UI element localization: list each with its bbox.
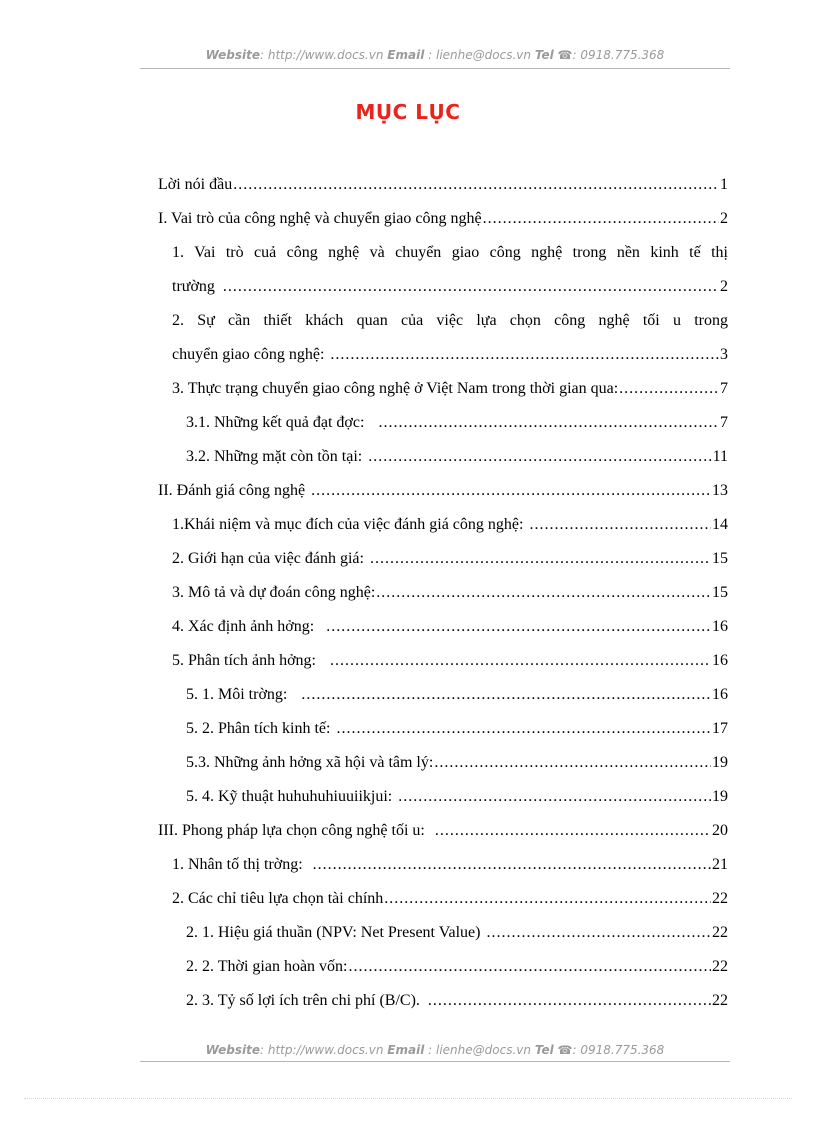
tel-label: Tel — [534, 1043, 554, 1057]
toc-leader — [376, 576, 711, 610]
page-header — [140, 48, 730, 62]
toc-entry[interactable] — [172, 542, 728, 576]
toc-entry-text: 5. Phân tích ảnh hởng: — [172, 652, 316, 669]
toc-entry-page: 3 — [720, 346, 728, 363]
toc-leader — [378, 406, 719, 440]
toc-entry-text: 5. 2. Phân tích kinh tế: — [186, 720, 331, 737]
toc-entry-page: 21 — [712, 856, 728, 873]
toc-entry[interactable] — [186, 678, 728, 712]
website-label: Website — [205, 1043, 260, 1057]
toc-entry-page: 7 — [720, 414, 728, 431]
footer-rule — [140, 1061, 730, 1062]
toc-entry-text: 3. Mô tả và dự đoán công nghệ: — [172, 584, 376, 601]
toc-leader — [336, 712, 711, 746]
toc-entry-page: 2 — [720, 278, 728, 295]
toc-leader — [368, 440, 711, 474]
toc-entry-text: II. Đánh giá công nghệ — [158, 482, 306, 499]
toc-entry[interactable] — [172, 304, 728, 338]
toc-entry[interactable] — [172, 270, 728, 304]
toc-entry[interactable] — [172, 338, 728, 372]
toc-entry-page: 7 — [720, 380, 728, 397]
toc-entry-page: 22 — [712, 890, 728, 907]
toc-leader — [434, 746, 711, 780]
toc-entry[interactable] — [158, 474, 728, 508]
toc-leader — [384, 882, 711, 916]
toc-entry-page: 15 — [712, 550, 728, 567]
toc-entry-page: 17 — [712, 720, 728, 737]
toc-leader — [619, 372, 719, 406]
toc-leader — [313, 848, 711, 882]
toc-entry[interactable] — [186, 780, 728, 814]
toc-entry-text: 3.1. Những kết quả đạt đợc: — [186, 414, 365, 431]
toc-leader — [330, 338, 719, 372]
toc-entry[interactable] — [172, 372, 728, 406]
toc-leader — [428, 984, 711, 1018]
toc-leader — [233, 168, 719, 202]
toc-leader — [348, 950, 711, 984]
toc-entry-page: 13 — [712, 482, 728, 499]
toc-entry-page: 19 — [712, 754, 728, 771]
toc-entry[interactable] — [172, 610, 728, 644]
tel-label: Tel — [534, 48, 554, 62]
toc-entry-page: 22 — [712, 924, 728, 941]
phone-icon: ☎ — [557, 1043, 573, 1057]
toc-leader — [435, 814, 711, 848]
page-title: MỤC LỤC — [355, 100, 461, 124]
toc-entry-text: 3.2. Những mặt còn tồn tại: — [186, 448, 363, 465]
toc-entry[interactable] — [172, 576, 728, 610]
toc-entry[interactable] — [186, 984, 728, 1018]
toc-entry[interactable] — [172, 236, 728, 270]
tel-value: : 0918.775.368 — [572, 48, 665, 62]
toc-leader — [301, 678, 711, 712]
toc-entry-page: 15 — [712, 584, 728, 601]
toc-entry[interactable] — [172, 508, 728, 542]
toc-entry[interactable] — [158, 202, 728, 236]
website-url[interactable]: : http://www.docs.vn — [260, 1043, 384, 1057]
toc-entry-text: 5. 4. Kỹ thuật huhuhuhiuuiikjui: — [186, 788, 393, 805]
toc-entry[interactable] — [172, 848, 728, 882]
toc-entry-text: 2. 3. Tỷ số lợi ích trên chi phí (B/C). — [186, 992, 420, 1009]
toc-entry-text: 1. Vai trò cuả công nghệ và chuyển giao công nghệ trong nền kinh tế thị — [172, 244, 728, 261]
toc-entry-page: 16 — [712, 652, 728, 669]
toc-entry-text: 1.Khái niệm và mục đích của việc đánh giá công nghệ: — [172, 516, 524, 533]
website-label: Website — [205, 48, 260, 62]
toc-entry[interactable] — [186, 712, 728, 746]
toc-entry[interactable] — [186, 746, 728, 780]
header-rule — [140, 68, 730, 69]
page-edge-dots — [24, 1098, 792, 1099]
toc-entry[interactable] — [172, 644, 728, 678]
toc-entry[interactable] — [172, 882, 728, 916]
page-footer — [140, 1043, 730, 1057]
toc-entry-page: 2 — [720, 210, 728, 227]
toc-leader — [326, 610, 711, 644]
toc-entry-text: 2. Giới hạn của việc đánh giá: — [172, 550, 364, 567]
toc-leader — [486, 916, 711, 950]
email-label: Email — [387, 1043, 425, 1057]
toc-entry-page: 22 — [712, 992, 728, 1009]
phone-icon: ☎ — [557, 48, 573, 62]
toc-leader — [330, 644, 711, 678]
email-label: Email — [387, 48, 425, 62]
toc-entry[interactable] — [186, 916, 728, 950]
toc-entry-page: 22 — [712, 958, 728, 975]
toc-entry[interactable] — [158, 814, 728, 848]
toc-entry-page: 20 — [712, 822, 728, 839]
toc-leader — [223, 270, 719, 304]
toc-entry-text: 2. Các chỉ tiêu lựa chọn tài chính — [172, 890, 384, 907]
toc-entry-text: 3. Thực trạng chuyển giao công nghệ ở Việt Nam trong thời gian qua: — [172, 380, 619, 397]
toc-leader — [398, 780, 711, 814]
toc-entry-text: 1. Nhân tố thị trờng: — [172, 856, 303, 873]
toc-entry-text: Lời nói đầu — [158, 176, 233, 193]
toc-entry-page: 16 — [712, 686, 728, 703]
email-value[interactable]: : lienhe@docs.vn — [428, 1043, 531, 1057]
toc-entry[interactable] — [186, 406, 728, 440]
toc-entry-page: 14 — [712, 516, 728, 533]
toc-entry-text: 5. 1. Môi trờng: — [186, 686, 288, 703]
toc-leader — [311, 474, 711, 508]
toc-entry-text: 5.3. Những ảnh hởng xã hội và tâm lý: — [186, 754, 434, 771]
tel-value: : 0918.775.368 — [572, 1043, 665, 1057]
toc-entry-page: 16 — [712, 618, 728, 635]
toc-entry[interactable] — [158, 168, 728, 202]
toc-entry-page: 19 — [712, 788, 728, 805]
toc-leader — [483, 202, 719, 236]
toc-entry-text: III. Phong pháp lựa chọn công nghệ tối u: — [158, 822, 425, 839]
toc-entry-text: 2. 2. Thời gian hoàn vốn: — [186, 958, 348, 975]
toc-entry-text: I. Vai trò của công nghệ và chuyển giao công nghệ — [158, 210, 482, 227]
toc-entry[interactable] — [186, 440, 728, 474]
toc-entry-page: 1 — [720, 176, 728, 193]
email-value[interactable]: : lienhe@docs.vn — [428, 48, 531, 62]
toc-entry[interactable] — [186, 950, 728, 984]
toc-entry-text: trường — [172, 278, 215, 295]
toc-leader — [529, 508, 711, 542]
website-url[interactable]: : http://www.docs.vn — [260, 48, 384, 62]
toc-leader — [370, 542, 711, 576]
toc-entry-text: chuyển giao công nghệ: — [172, 346, 325, 363]
toc-entry-text: 4. Xác định ảnh hởng: — [172, 618, 315, 635]
toc-entry-text: 2. Sự cần thiết khách quan của việc lựa chọn công nghệ tối u trong — [172, 312, 728, 329]
toc-entry-page: 11 — [712, 448, 728, 465]
toc-entry-text: 2. 1. Hiệu giá thuần (NPV: Net Present Value) — [186, 924, 481, 941]
